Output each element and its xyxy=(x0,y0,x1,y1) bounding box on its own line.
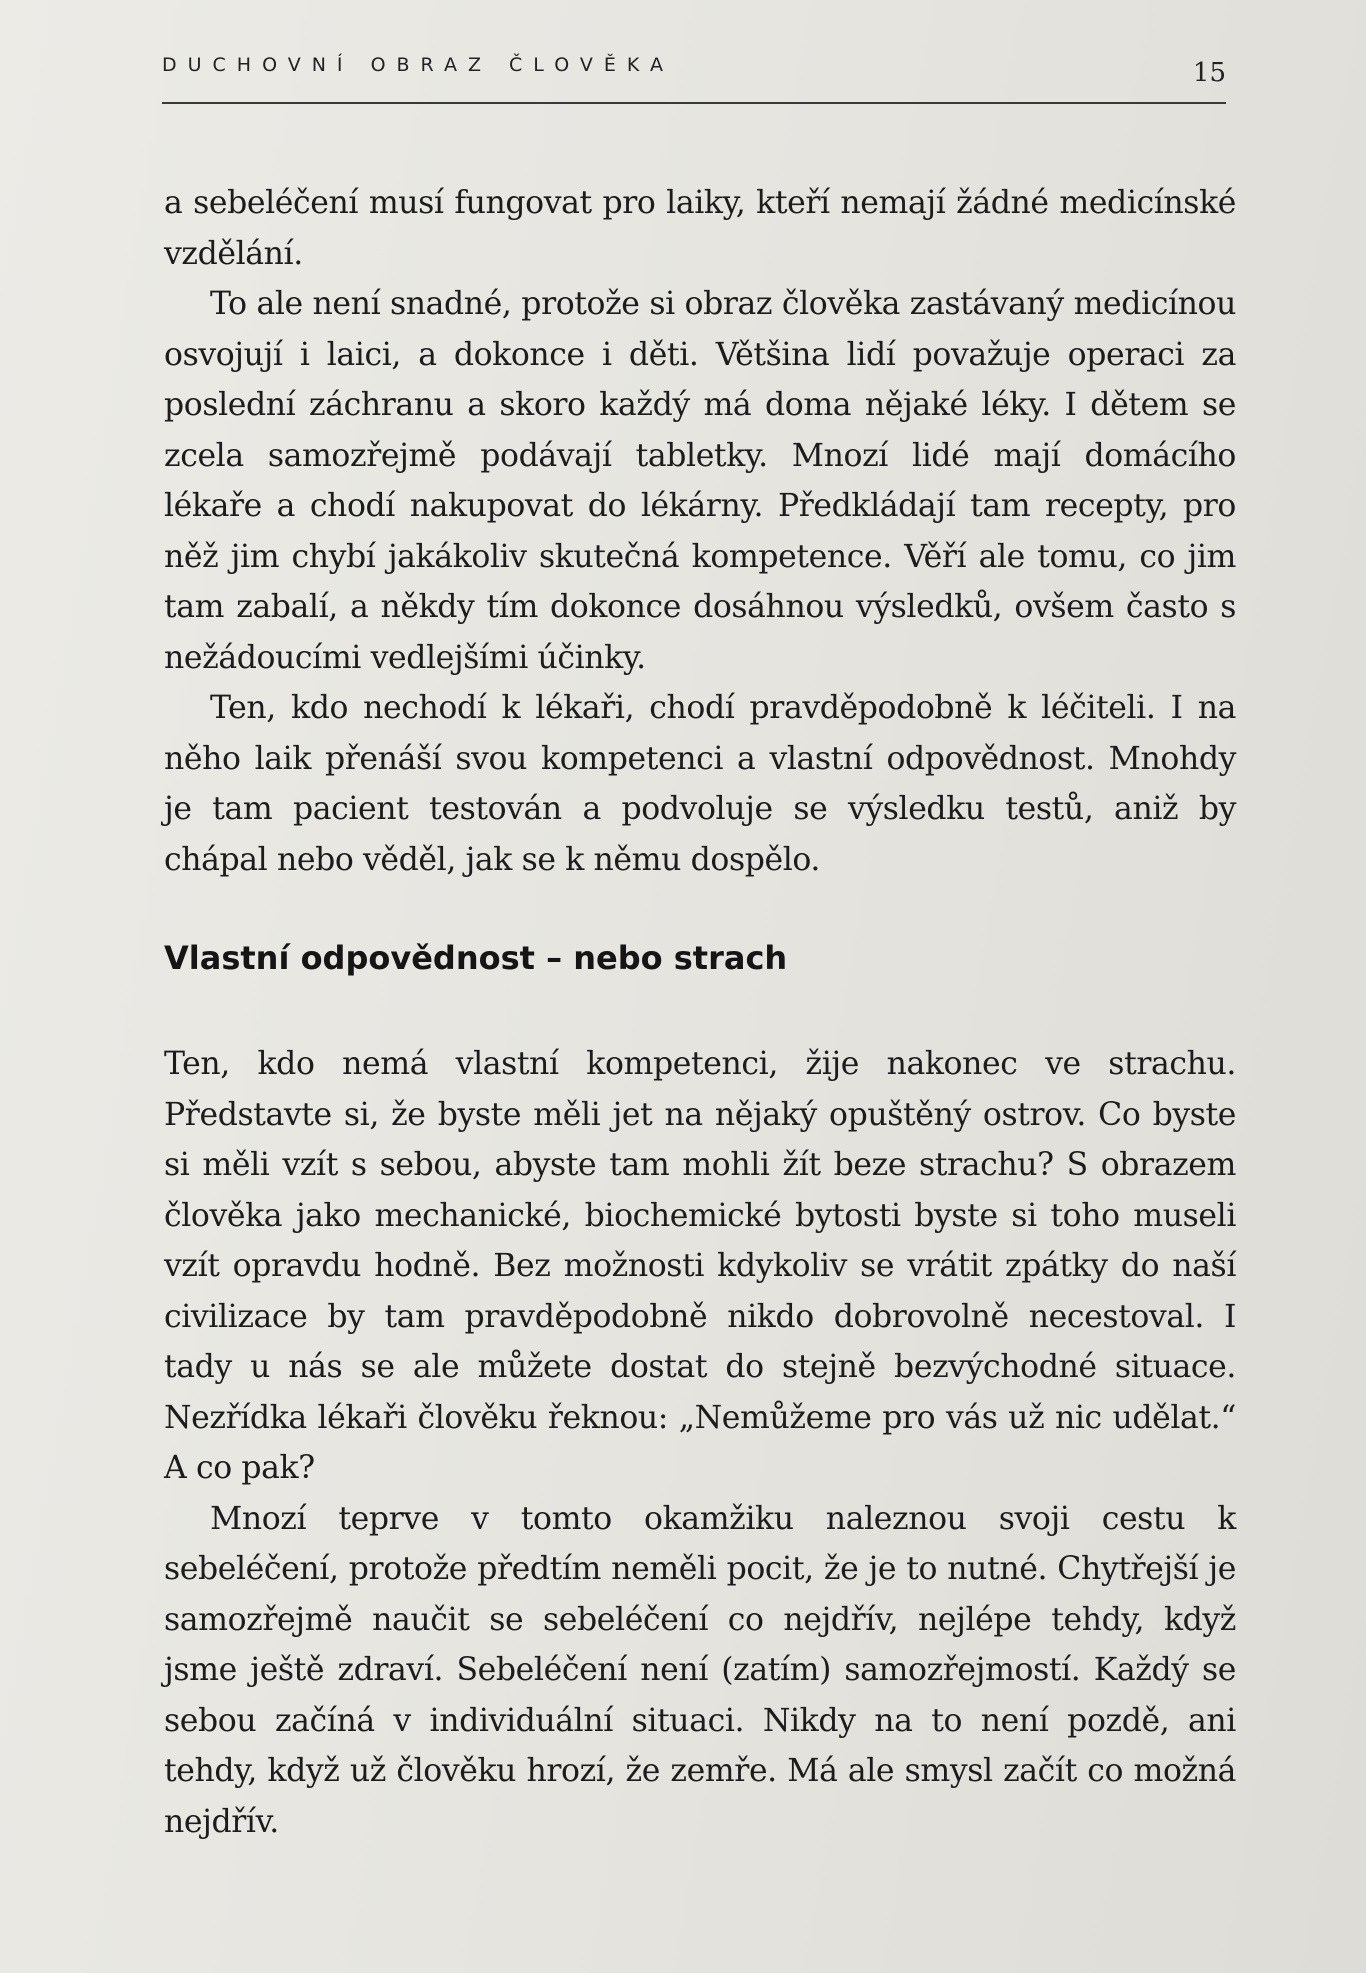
paragraph: a sebeléčení musí fungovat pro laiky, kteří nemají žádné medicínské vzdělání. xyxy=(164,185,1236,272)
page-number: 15 xyxy=(1192,58,1226,88)
page-header xyxy=(162,46,1226,104)
body-text xyxy=(164,178,1236,1847)
section-heading: Vlastní odpovědnost – nebo strach xyxy=(164,939,788,977)
paragraph: Ten, kdo nechodí k lékaři, chodí pravděpodobně k léčiteli. I na něho laik přenáší svou kompetenci a vlastní odpovědnost. Mnohdy je tam pacient testován a podvoluje se výsledku testů, aniž by chápal nebo věděl, jak se k němu dospělo. xyxy=(164,690,1236,878)
paragraph: Ten, kdo nemá vlastní kompetenci, žije nakonec ve strachu. Představte si, že byste měli jet na nějaký opuštěný ostrov. Co byste si měli vzít s sebou, abyste tam mohli žít beze strachu? S obrazem člověka jako mechanické, biochemické bytosti byste si toho museli vzít opravdu hodně. Bez možnosti kdykoliv se vrátit zpátky do naší civilizace by tam pravděpodobně nikdo dobrovolně necestoval. I tady u nás se ale můžete dostat do stejně bezvýchodné situace. Nezřídka lékaři člověku řeknou: „Nemůžeme pro vás už nic udělat.“ A co pak? xyxy=(164,1046,1236,1486)
paragraph: Mnozí teprve v tomto okamžiku naleznou svoji cestu k sebeléčení, protože předtím neměli pocit, že je to nutné. Chytřejší je samozřejmě naučit se sebeléčení co nejdřív, nejlépe tehdy, když jsme ještě zdraví. Sebeléčení není (zatím) samozřejmostí. Každý se sebou začíná v individuální situaci. Nikdy na to není pozdě, ani tehdy, když už člověku hrozí, že zemře. Má ale smysl začít co možná nejdřív. xyxy=(164,1500,1236,1840)
paragraph: To ale není snadné, protože si obraz člověka zastávaný medicínou osvojují i laici, a dokonce i děti. Většina lidí považuje operaci za poslední záchranu a skoro každý má doma nějaké léky. I dětem se zcela samozřejmě podávají tabletky. Mnozí lidé mají domácího lékaře a chodí nakupovat do lékárny. Předkládají tam recepty, pro něž jim chybí jakákoliv skutečná kompetence. Věří ale tomu, co jim tam zabalí, a někdy tím dokonce dosáhnou výsledků, ovšem často s nežádoucími vedlejšími účinky. xyxy=(164,286,1236,676)
running-title: DUCHOVNÍ OBRAZ ČLOVĚKA xyxy=(162,54,674,76)
